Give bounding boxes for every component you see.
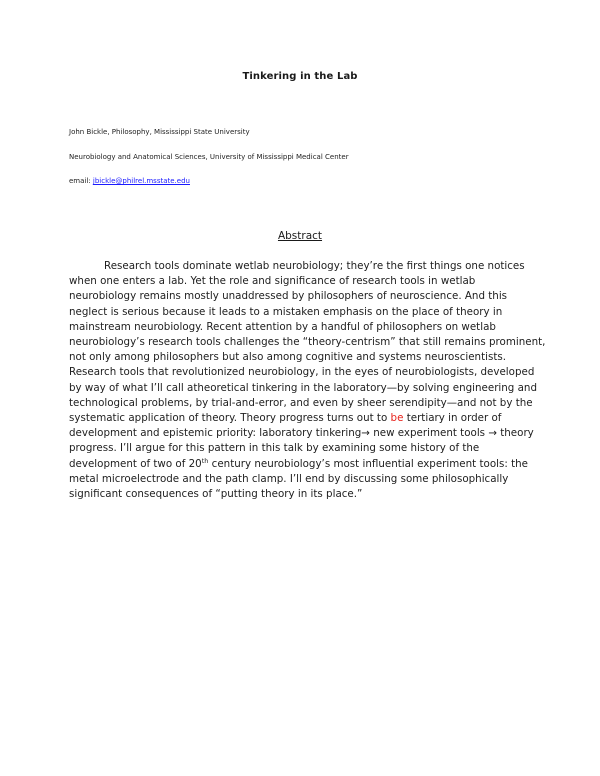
paper-title: Tinkering in the Lab	[242, 71, 358, 82]
abstract-line: development of two of 20th century neurobiology’s most influential experiment tools: the	[69, 456, 528, 470]
abstract-line: mainstream neurobiology. Recent attention by a handful of philosophers on wetlab	[69, 320, 496, 333]
abstract-line: neglect is serious because it leads to a mistaken emphasis on the place of theory in	[69, 305, 503, 318]
abstract-line: when one enters a lab. Yet the role and significance of research tools in wetlab	[69, 275, 476, 288]
abstract-line: metal microelectrode and the path clamp. I’ll end by discussing some philosophically	[69, 472, 509, 485]
email-link[interactable]: jbickle@philrel.msstate.edu	[92, 177, 190, 185]
abstract-line: Research tools dominate wetlab neurobiology; they’re the first things one notices	[104, 260, 525, 272]
abstract-line: Research tools that revolutionized neurobiology, in the eyes of neurobiologists, developed	[69, 366, 535, 379]
abstract-line: by way of what I’ll call atheoretical tinkering in the laboratory—by solving engineering and	[69, 381, 537, 394]
email-line	[69, 177, 190, 185]
abstract-line: neurobiology’s research tools challenges the “theory-centrism” that still remains prominent,	[69, 336, 546, 349]
arrow-icon: →	[361, 427, 370, 440]
highlighted-word: be	[390, 412, 404, 425]
abstract-line: systematic application of theory. Theory progress turns out to be tertiary in order of	[69, 412, 502, 425]
affiliation-line: Neurobiology and Anatomical Sciences, University of Mississippi Medical Center	[69, 153, 349, 161]
abstract-heading: Abstract	[277, 230, 323, 242]
abstract-line: development and epistemic priority: laboratory tinkering→ new experiment tools → theory	[69, 427, 534, 440]
arrow-icon: →	[488, 427, 497, 440]
abstract-line: progress. I’ll argue for this pattern in this talk by examining some history of the	[69, 442, 480, 455]
abstract-body	[69, 259, 546, 502]
author-line: John Bickle, Philosophy, Mississippi State University	[69, 128, 250, 136]
email-label: email:	[69, 177, 91, 185]
abstract-line: not only among philosophers but also among cognitive and systems neuroscientists.	[69, 351, 507, 364]
abstract-line: significant consequences of “putting theory in its place.”	[69, 488, 363, 501]
abstract-line: neurobiology remains mostly unaddressed by philosophers of neuroscience. And this	[69, 290, 508, 303]
superscript: th	[201, 456, 209, 465]
abstract-line: technological problems, by trial-and-error, and even by sheer serendipity—and not by the	[69, 396, 533, 409]
